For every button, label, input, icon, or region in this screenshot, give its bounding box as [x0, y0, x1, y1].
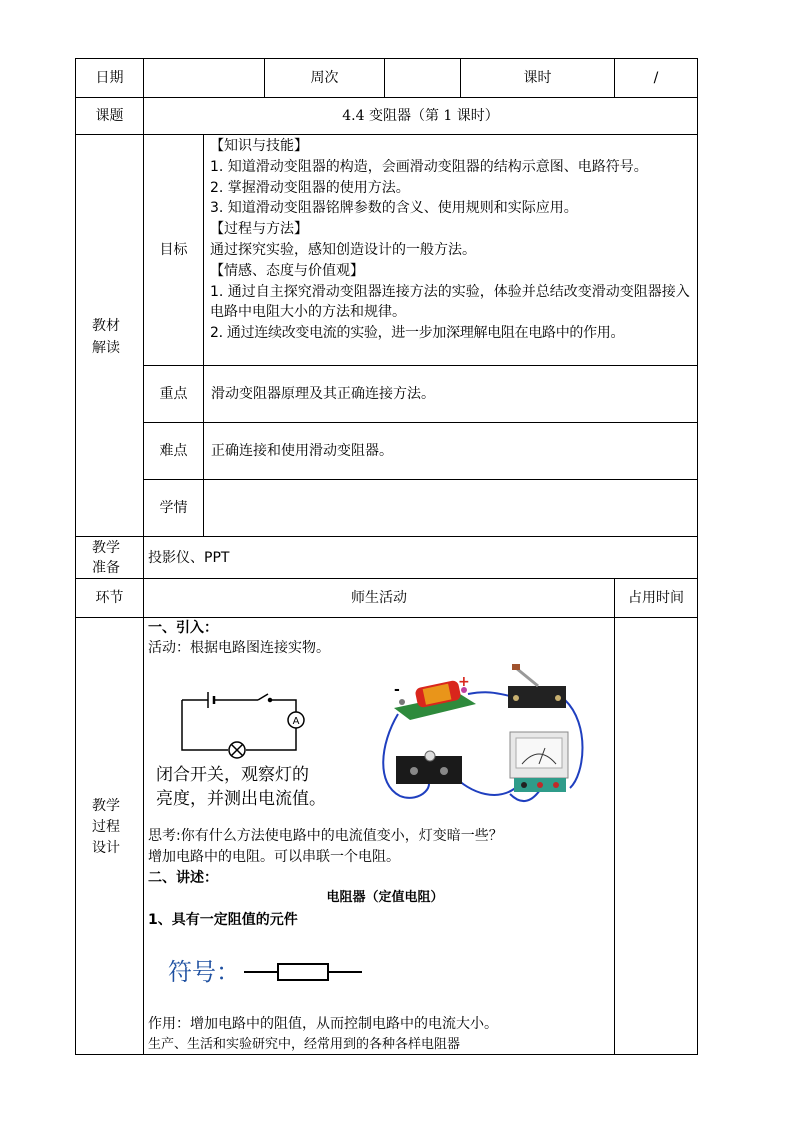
- think-question: 思考:你有什么方法使电路中的电流值变小，灯变暗一些？: [148, 828, 503, 844]
- lamp-holder-icon: [396, 751, 462, 784]
- battery-minus-label: -: [394, 682, 400, 698]
- resistor-title: 电阻器（定值电阻）: [326, 890, 444, 905]
- switch-icon: [508, 664, 566, 708]
- difficulty-label: 难点: [159, 443, 188, 459]
- table-border-right: [697, 58, 698, 1055]
- difficulty-value: 正确连接和使用滑动变阻器。: [211, 443, 393, 459]
- row-divider: [75, 97, 698, 98]
- circuit-diagram: [170, 680, 310, 760]
- activity-text: 活动：根据电路图连接实物。: [148, 640, 330, 656]
- prep-value: 投影仪、PPT: [148, 550, 230, 566]
- row-divider: [143, 365, 698, 366]
- symbol-label: 符号：: [168, 958, 240, 986]
- goal-item: 【情感、态度与价值观】: [210, 262, 364, 279]
- col-divider: [384, 58, 385, 98]
- goals-list: [210, 136, 692, 344]
- resistor-symbol-icon: [244, 960, 364, 984]
- period-label: 课时: [523, 70, 552, 86]
- goal-item: 1. 通过自主探究滑动变阻器连接方法的实验，体验并总结改变滑动变阻器接入电路中电阻大小的方法和规律。: [210, 283, 690, 321]
- analysis-label-line2: 解读: [92, 340, 120, 356]
- col-divider: [614, 578, 615, 1055]
- key-label: 重点: [159, 386, 188, 402]
- table-border-top: [75, 58, 698, 59]
- goal-item: 【过程与方法】: [210, 221, 308, 238]
- students-label: 学情: [159, 500, 188, 516]
- caption-line2: 亮度，并测出电流值。: [156, 789, 326, 809]
- process-label-line2: 过程: [92, 819, 120, 835]
- resistor-usage: 生产、生活和实验研究中，经常用到的各种各样电阻器: [148, 1037, 461, 1052]
- goal-item: 通过探究实验，感知创造设计的一般方法。: [210, 241, 476, 258]
- apparatus-illustration: [380, 664, 595, 814]
- col-divider: [143, 58, 144, 1055]
- topic-value: 4.4 变阻器（第 1 课时）: [342, 108, 499, 124]
- lecture-title: 二、讲述：: [148, 870, 218, 886]
- goal-item: 2. 掌握滑动变阻器的使用方法。: [210, 179, 410, 196]
- row-divider: [75, 134, 698, 135]
- goal-item: 1. 知道滑动变阻器的构造，会画滑动变阻器的结构示意图、电路符号。: [210, 158, 648, 175]
- intro-title: 一、引入：: [148, 620, 218, 636]
- table-border-left: [75, 58, 76, 1055]
- resistor-function: 作用：增加电路中的阻值，从而控制电路中的电流大小。: [148, 1016, 498, 1032]
- goals-label: 目标: [159, 242, 188, 258]
- row-divider: [143, 479, 698, 480]
- think-answer: 增加电路中的电阻。可以串联一个电阻。: [148, 849, 400, 865]
- time-header: 占用时间: [628, 590, 684, 606]
- goal-item: 【知识与技能】: [210, 138, 308, 154]
- prep-label-line2: 准备: [92, 560, 120, 576]
- date-label: 日期: [95, 70, 124, 86]
- topic-label: 课题: [95, 108, 124, 124]
- ammeter-symbol: A: [292, 716, 300, 727]
- row-divider: [75, 536, 698, 537]
- caption-line1: 闭合开关，观察灯的: [156, 765, 309, 785]
- goal-item: 2. 通过连续改变电流的实验，进一步加深理解电阻在电路中的作用。: [210, 325, 625, 342]
- col-divider: [203, 134, 204, 537]
- process-label-line3: 设计: [92, 840, 120, 856]
- row-divider: [75, 578, 698, 579]
- activity-header: 师生活动: [351, 590, 407, 606]
- period-value: /: [653, 70, 659, 86]
- ammeter-icon: [510, 732, 568, 792]
- week-label: 周次: [310, 70, 339, 86]
- section-header: 环节: [95, 590, 124, 606]
- resistor-item1: 1、具有一定阻值的元件: [148, 912, 298, 928]
- key-value: 滑动变阻器原理及其正确连接方法。: [211, 386, 435, 402]
- analysis-label-line1: 教材: [92, 318, 120, 334]
- prep-label-line1: 教学: [92, 540, 120, 556]
- goal-item: 3. 知道滑动变阻器铭牌参数的含义、使用规则和实际应用。: [210, 200, 578, 217]
- battery-plus-label: +: [458, 674, 470, 690]
- row-divider: [143, 422, 698, 423]
- process-label-line1: 教学: [92, 798, 120, 814]
